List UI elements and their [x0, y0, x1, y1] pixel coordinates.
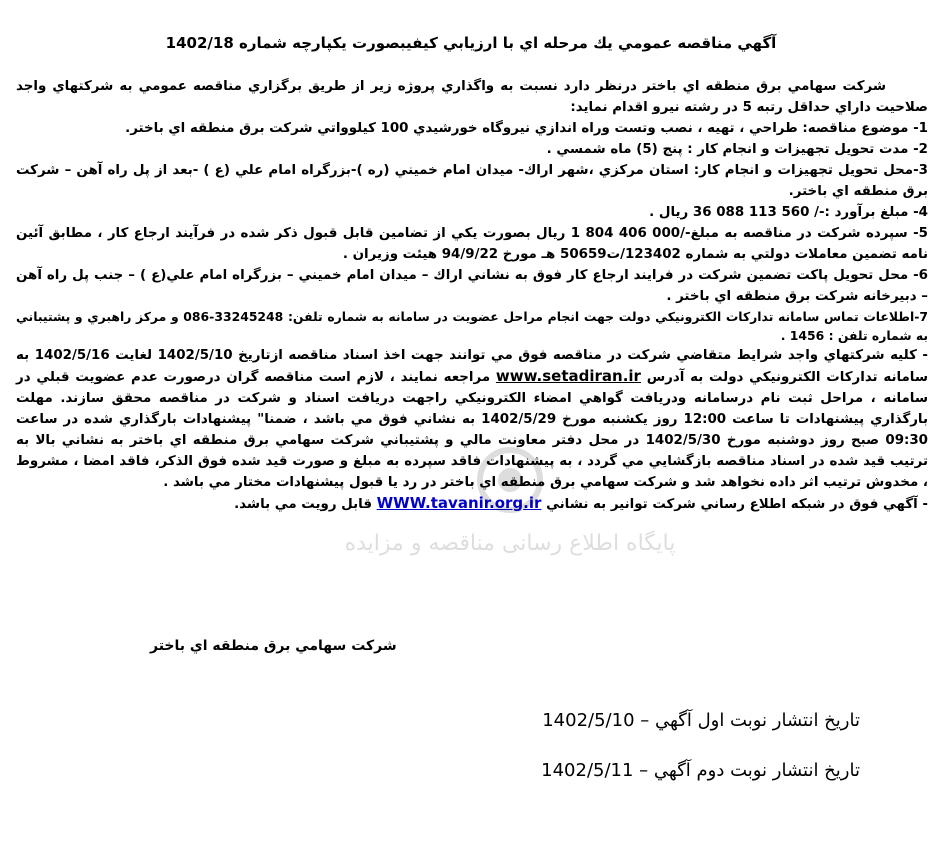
tavanir-link[interactable] — [377, 494, 542, 512]
tavanir-link-main: WWW.tavanir.org — [376, 494, 524, 512]
tavanir-text-start: - آگهي فوق در شبكه اطلاع رساني شركت توانير به نشاني — [546, 497, 928, 512]
announcement-title: آگهي مناقصه عمومي يك مرحله اي با ارزيابي كيفيبصورت يكپارچه شماره 1402/18 — [165, 34, 777, 52]
documents-text-start: - كليه شركتهاي واجد شرايط متقاضي شركت در مناقصه فوق مي توانند جهت اخذ اسناد مناقصه ازتاريخ 1402/5/10 لغايت 1402/5/16 به سامانه تداركات الكترونيكي دولت به آدرس — [16, 348, 929, 385]
second-publication-date: تاريخ انتشار نوبت دوم آگهي – 1402/5/11 — [541, 760, 860, 781]
setadiran-link[interactable]: www.setadiran.ir — [495, 367, 641, 385]
item-3: 3-محل تحويل تجهيزات و انجام كار: استان مركزي ،شهر اراك- ميدان امام خميني (ره )-بزرگراه امام علي (ع ) -بعد از پل راه آهن – شركت برق منطقه اي باختر. — [16, 163, 928, 199]
signature: شركت سهامي برق منطقه اي باختر — [150, 638, 397, 654]
tavanir-link-suffix: .ir — [523, 494, 542, 512]
tavanir-paragraph — [16, 493, 928, 515]
watermark-text: پایگاه اطلاع رسانی مناقصه و مزایده — [344, 531, 676, 556]
documents-paragraph — [16, 345, 928, 493]
item-1: 1- موضوع مناقصه: طراحي ، تهيه ، نصب وتست وراه اندازي نيروگاه خورشيدي 100 كيلوواتي شركت برق منطقه اي باختر. — [125, 121, 928, 136]
documents-text-end: مراجعه نمايند ، لازم است مناقصه گران درصورت عدم عضويت قبلي در سامانه ، مراحل ثبت نام درسامانه ودريافت گواهي امضاء الكترونيكي راجهت دريافت اسناد و شركت در مناقصه محقق سازند. مهلت بارگذاري پيشنهادات تا ساعت 12:00 روز يكشنبه مورخ 1402/5/29 به نشاني فوق مي باشد ، ضمنا" پيشنهادات بارگذاري شده در ساعت 09:30 صبح روز دوشنبه مورخ 1402/5/30 در محل دفتر معاونت مالي و پشتيباني شركت سهامي برق منطقه اي باختر به نشاني بالا به ترتيب قيد شده در اسناد مناقصه بازگشايي مي گردد ، به پيشنهادات فاقد سپرده به مبلغ و صورت قيد شده فوق الذكر، فاقد امضا ، مشروط ، مخدوش ترتيب اثر داده نخواهد شد و شركت سهامي برق منطقه اي باختر در رد يا قبول پيشنهادات مختار مي باشد . — [16, 370, 928, 490]
item-6: 6- محل تحويل پاكت تضمين شركت در فرايند ارجاع كار فوق به نشاني اراك – ميدان امام خميني – بزرگراه امام علي(ع ) – جنب پل راه آهن – دبيرخانه شركت برق منطقه اي باختر . — [16, 268, 928, 304]
item-4: 4- مبلغ برآورد :-/ 560 113 088 36 ريال . — [649, 205, 928, 220]
first-publication-date: تاريخ انتشار نوبت اول آگهي – 1402/5/10 — [542, 710, 860, 731]
tavanir-text-end: قابل رويت مي باشد. — [234, 497, 372, 512]
item-2: 2- مدت تحويل تجهيزات و انجام كار : پنج (5) ماه شمسي . — [546, 142, 928, 157]
intro-paragraph: شركت سهامي برق منطقه اي باختر درنظر دارد نسبت به واگذاري پروژه زير از طريق برگزاري مناقصه عمومي به شركتهاي واجد صلاحيت داراي حداقل رتبه 5 در رشته نيرو اقدام نمايد: — [16, 79, 928, 115]
item-7: 7-اطلاعات تماس سامانه تداركات الكترونيكي دولت جهت انجام مراحل عضويت در سامانه به شماره تلفن: 33245248-086 و مركز راهبري و پشتيباني به شماره تلفن : 1456 . — [16, 309, 928, 343]
announcement-body — [16, 76, 928, 515]
item-5: 5- سپرده شركت در مناقصه به مبلغ-/000 406 804 1 ريال بصورت يكي از تضامين قابل قبول ذكر شده در فرآيند ارجاع كار ، مطابق آئين نامه تضمين معاملات دولتي به شماره 123402/ت50659 هـ مورخ 94/9/22 هيئت وزيران . — [16, 226, 928, 262]
